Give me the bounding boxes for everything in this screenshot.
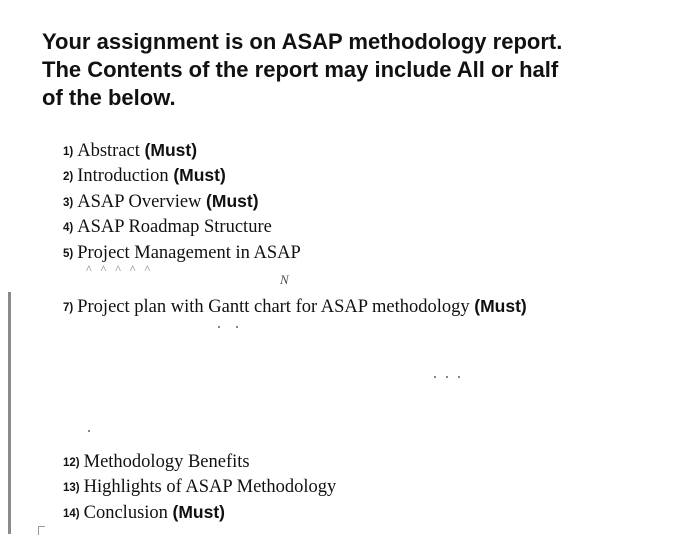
item-number: 13) [63, 482, 80, 494]
item-number: 14) [63, 508, 80, 520]
item-text: Project Management in ASAP [77, 243, 301, 263]
item-text: Conclusion [83, 503, 168, 523]
item-number: 7) [63, 302, 74, 314]
list-item-methodology-benefits [63, 452, 250, 473]
list-item-introduction [63, 165, 226, 187]
item-number: 4) [63, 222, 74, 234]
must-label: (Must) [172, 502, 226, 522]
item-text: Introduction [77, 166, 169, 186]
heading-line-3: of the below. [42, 85, 176, 110]
partial-item-6-fragment: ^ ^ ^ ^ ^ [86, 262, 154, 276]
item-text: Methodology Benefits [83, 452, 250, 472]
item-text: Project plan with Gantt chart for ASAP methodology [77, 297, 470, 317]
faint-mark [236, 326, 238, 328]
item-number: 5) [63, 248, 74, 260]
heading-line-2: The Contents of the report may include All or half [42, 57, 559, 82]
list-item-highlights [63, 477, 336, 498]
item-number: 2) [63, 171, 74, 183]
faint-mark [218, 326, 220, 328]
list-item-conclusion [63, 502, 225, 524]
list-item-asap-overview [63, 191, 259, 213]
corner-bracket-mark [38, 526, 45, 535]
partial-n-mark: N [280, 272, 289, 287]
must-label: (Must) [173, 165, 226, 185]
list-item-project-management [63, 243, 301, 264]
item-text: ASAP Roadmap Structure [77, 217, 272, 237]
list-item-roadmap-structure [63, 217, 272, 238]
faint-mark [434, 376, 436, 378]
item-text: ASAP Overview [77, 192, 202, 212]
must-label: (Must) [206, 191, 259, 211]
must-label: (Must) [144, 140, 198, 160]
faint-mark [446, 376, 448, 378]
item-number: 1) [63, 146, 74, 158]
item-text: Abstract [77, 141, 140, 161]
must-label: (Must) [474, 296, 527, 316]
assignment-heading [42, 28, 682, 112]
list-item-abstract [63, 140, 197, 162]
faint-mark [458, 376, 460, 378]
left-edge-bar [8, 292, 11, 534]
item-text: Highlights of ASAP Methodology [83, 477, 337, 497]
item-number: 3) [63, 197, 74, 209]
list-item-project-plan [63, 296, 527, 318]
item-number: 12) [63, 457, 80, 469]
faint-mark [88, 430, 90, 432]
heading-line-1: Your assignment is on ASAP methodology report. [42, 29, 563, 54]
